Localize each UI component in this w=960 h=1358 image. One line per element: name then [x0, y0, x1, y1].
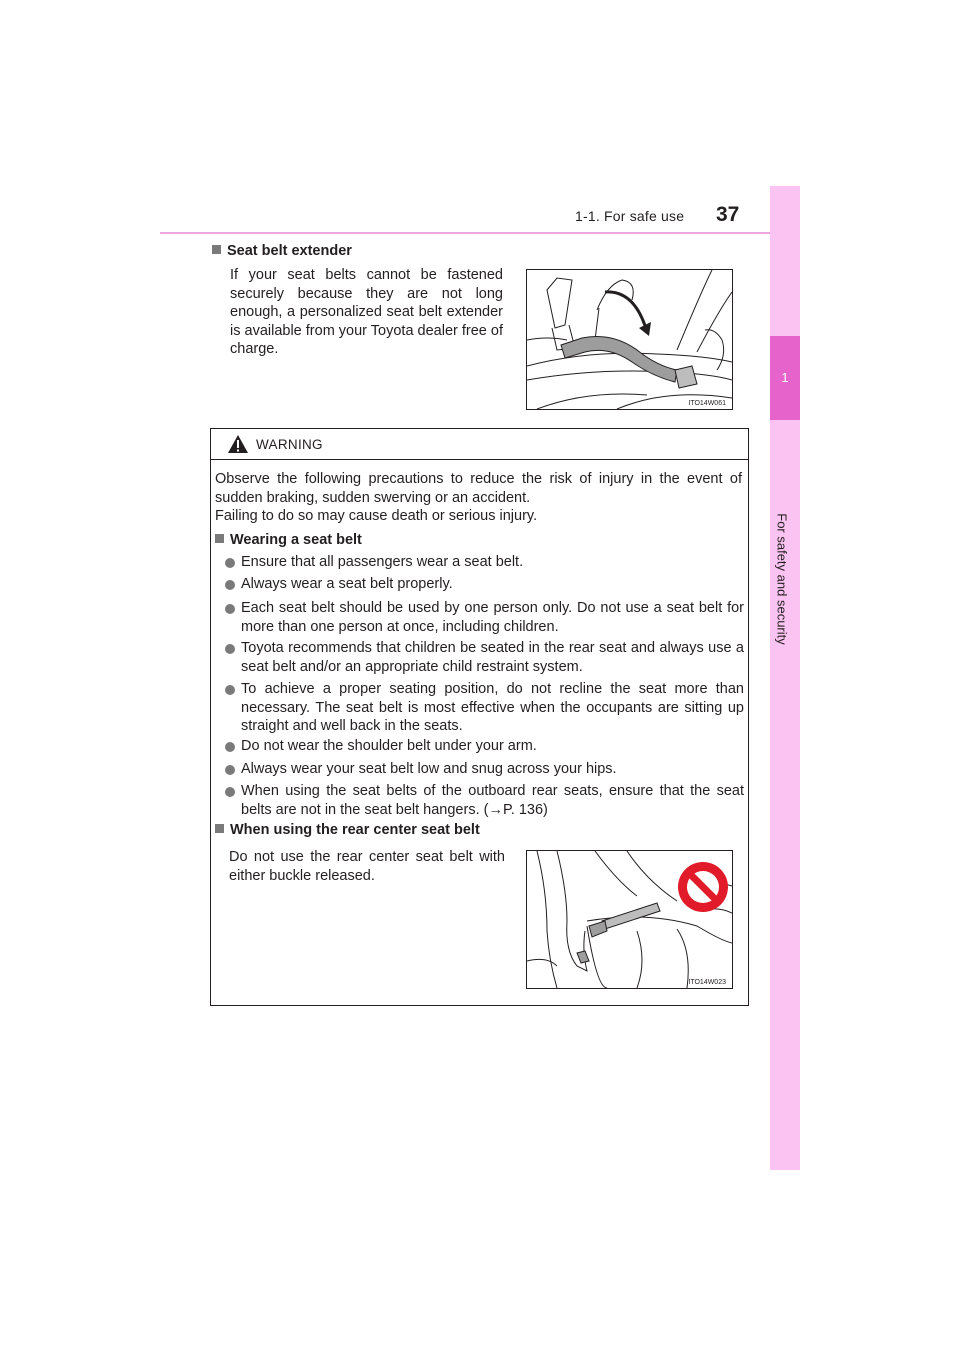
section-heading-extender-text: Seat belt extender: [227, 243, 352, 259]
section-title: 1-1. For safe use: [575, 208, 685, 224]
page-number: 37: [716, 203, 740, 226]
warning-intro: [215, 470, 742, 526]
bullet-dot-icon: [225, 685, 235, 695]
square-bullet-icon: [212, 245, 221, 254]
list-item: Toyota recommends that children be seated in the rear seat and always use a seat belt and/or an appropriate child restraint system.: [223, 639, 744, 676]
rear-center-seat-belt-illustration: [526, 850, 733, 989]
list-item: Always wear your seat belt low and snug across your hips.: [223, 760, 744, 779]
rear-center-belt-heading-text: When using the rear center seat belt: [230, 822, 480, 838]
side-tab-chapter-title: For safety and security: [774, 513, 790, 645]
list-item: Do not wear the shoulder belt under your arm.: [223, 737, 744, 756]
warning-label: WARNING: [256, 437, 323, 452]
list-item: To achieve a proper seating position, do not recline the seat more than necessary. The seat belt is most effective when the occupants are sitting up straight and well back in the seats.: [223, 680, 744, 736]
header-rule: [160, 232, 800, 234]
bullet-dot-icon: [225, 765, 235, 775]
bullet-dot-icon: [225, 787, 235, 797]
list-item: Always wear a seat belt properly.: [223, 575, 744, 594]
rear-center-belt-heading: [215, 822, 480, 838]
seat-belt-extender-illustration: [526, 269, 733, 410]
bullet-dot-icon: [225, 580, 235, 590]
rear-center-belt-paragraph: Do not use the rear center seat belt with either buckle released.: [229, 849, 505, 884]
wearing-seat-belt-heading: [215, 532, 362, 548]
figure-code-extender: ITO14W061: [688, 400, 726, 407]
bullet-dot-icon: [225, 604, 235, 614]
extender-paragraph: If your seat belts cannot be fastened securely because they are not long enough, a personalized seat belt extender is available from your Toyota dealer free of charge.: [230, 267, 503, 357]
square-bullet-icon: [215, 824, 224, 833]
bullet-dot-icon: [225, 742, 235, 752]
square-bullet-icon: [215, 534, 224, 543]
bullet-dot-icon: [225, 644, 235, 654]
warning-intro-line1: Observe the following precautions to reduce the risk of injury in the event of sudden braking, sudden swerving or an accident.: [215, 471, 742, 506]
wearing-seat-belt-heading-text: Wearing a seat belt: [230, 532, 362, 548]
list-item: Each seat belt should be used by one person only. Do not use a seat belt for more than one person at once, including children.: [223, 599, 744, 636]
section-heading-extender: [212, 243, 352, 259]
side-tab-chapter-number: 1: [781, 370, 789, 385]
seat-belt-extender-drawing: [527, 270, 732, 409]
rear-center-seat-belt-drawing: [527, 851, 732, 988]
list-item: Ensure that all passengers wear a seat belt.: [223, 553, 744, 572]
warning-header: [211, 429, 748, 460]
figure-code-center: ITO14W023: [688, 979, 726, 986]
warning-triangle-icon: [227, 434, 249, 454]
side-tab-strip: [770, 186, 800, 1170]
warning-intro-line2: Failing to do so may cause death or serious injury.: [215, 508, 538, 524]
bullet-dot-icon: [225, 558, 235, 568]
list-item: When using the seat belts of the outboard rear seats, ensure that the seat belts are not in the seat belt hangers. (→P. 136): [223, 782, 744, 819]
